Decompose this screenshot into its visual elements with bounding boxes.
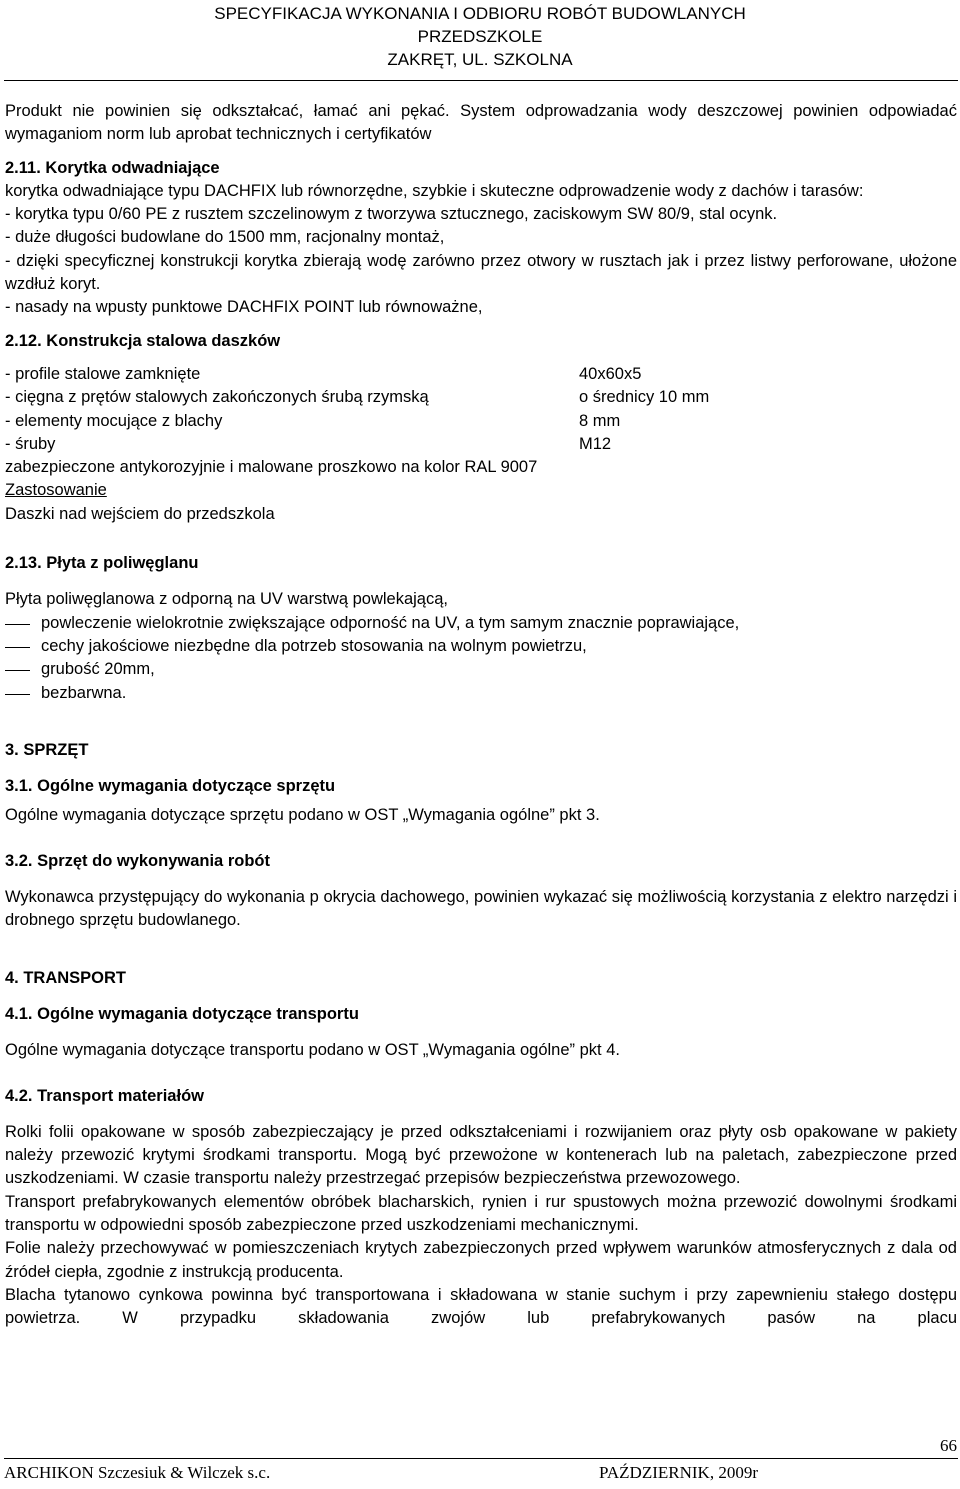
spec-row — [5, 433, 957, 456]
section-4-heading: 4. TRANSPORT — [5, 968, 127, 987]
section-2-11-text: korytka odwadniające typu DACHFIX lub równorzędne, szybkie i skuteczne odprowadzenie wody z dachów i tarasów: — [5, 181, 864, 200]
dash-bullet-icon — [5, 670, 30, 671]
usage-heading: Zastosowanie — [5, 481, 107, 500]
list-item — [5, 635, 957, 658]
list-item — [5, 658, 957, 681]
spec-value: 40x60x5 — [579, 364, 642, 383]
section-4-1-heading: 4.1. Ogólne wymagania dotyczące transportu — [5, 1004, 359, 1023]
section-4-2-paragraph: Blacha tytanowo cynkowa powinna być transportowana i składowana w stanie suchym i przy zapewnieniu stałego dostępu powietrza. W przypadku składowania zwojów lub prefabrykowanych pasów na placu — [5, 1285, 957, 1328]
spec-label: - cięgna z prętów stalowych zakończonych śrubą rzymską — [5, 388, 429, 407]
section-2-11-item: - dzięki specyficznej konstrukcji korytka zbierają wodę zarówno przez otwory w rusztach jak i przez listwy perforowane, ułożone wzdłuż koryt. — [5, 251, 957, 294]
dash-bullet-icon — [5, 624, 30, 625]
section-2-13-lead: Płyta poliwęglanowa z odporną na UV warstwą powlekającą, — [5, 590, 448, 609]
header-line-2: PRZEDSZKOLE — [417, 27, 543, 46]
usage-text: Daszki nad wejściem do przedszkola — [5, 504, 275, 523]
polycarbonate-features — [5, 612, 957, 705]
section-3-1-heading: 3.1. Ogólne wymagania dotyczące sprzętu — [5, 777, 336, 796]
section-3-2-text: Wykonawca przystępujący do wykonania p okrycia dachowego, powinien wykazać się możliwością korzystania z elektro narzędzi i drobnego sprzętu budowlanego. — [5, 888, 957, 930]
section-4-2-paragraph: Transport prefabrykowanych elementów obróbek blacharskich, rynien i rur spustowych można przewozić dowolnymi środkami transportu w odpowiedni sposób zabezpieczone przed uszkodzeniami mechanicznymi. — [5, 1192, 957, 1234]
coating-note: zabezpieczone antykorozyjnie i malowane proszkowo na kolor RAL 9007 — [5, 458, 538, 477]
section-2-11-heading: 2.11. Korytka odwadniające — [5, 158, 220, 177]
section-2-11-item: - nasady na wpusty punktowe DACHFIX POINT lub równoważne, — [5, 298, 483, 317]
section-3-heading: 3. SPRZĘT — [5, 740, 89, 759]
section-4-2-paragraph: Rolki folii opakowane w sposób zabezpieczający je przed odkształceniami i rozwijaniem oraz płyty osb opakowane w pakiety należy przewozić krytymi środkami transportu. Mogą być przewożone w kontenerach lub na paletach, zabezpieczone przed uszkodzeniami. W czasie transportu należy przestrzegać przepisów bezpieczeństwa przewozowego. — [5, 1122, 957, 1188]
list-item-text: cechy jakościowe niezbędne dla potrzeb stosowania na wolnym powietrzu, — [41, 636, 587, 655]
footer-date: PAŹDZIERNIK, 2009r — [599, 1463, 758, 1482]
spec-value: 8 mm — [579, 411, 621, 430]
section-3-1-text: Ogólne wymagania dotyczące sprzętu podano w OST „Wymagania ogólne” pkt 3. — [5, 806, 600, 825]
section-4-2-paragraph: Folie należy przechowywać w pomieszczeniach krytych zabezpieczonych przed wpływem warunków atmosferycznych z dala od źródeł ciepła, zgodnie z instrukcją producenta. — [5, 1239, 957, 1281]
footer-divider — [4, 1458, 958, 1459]
spec-label: - profile stalowe zamknięte — [5, 364, 201, 383]
section-2-11-item: - duże długości budowlane do 1500 mm, racjonalny montaż, — [5, 228, 445, 247]
spec-row — [5, 363, 957, 386]
document-body — [5, 100, 957, 1330]
section-2-11-item: - korytka typu 0/60 PE z rusztem szczelinowym z tworzywa sztucznego, zaciskowym SW 80/9, stal ocynk. — [5, 205, 778, 224]
steel-spec-list — [5, 363, 957, 456]
header-line-3: ZAKRĘT, UL. SZKOLNA — [387, 50, 573, 69]
dash-bullet-icon — [5, 694, 30, 695]
list-item — [5, 612, 957, 635]
section-2-13-heading: 2.13. Płyta z poliwęglanu — [5, 554, 199, 573]
dash-bullet-icon — [5, 647, 30, 648]
footer-company: ARCHIKON Szczesiuk & Wilczek s.c. — [4, 1463, 271, 1482]
section-4-1-text: Ogólne wymagania dotyczące transportu podano w OST „Wymagania ogólne” pkt 4. — [5, 1041, 620, 1060]
spec-row — [5, 410, 957, 433]
spec-label: - elementy mocujące z blachy — [5, 411, 223, 430]
section-2-12-heading: 2.12. Konstrukcja stalowa daszków — [5, 331, 281, 350]
list-item-text: powleczenie wielokrotnie zwiększające odporność na UV, a tym samym znacznie poprawiające, — [41, 613, 740, 632]
list-item — [5, 682, 957, 705]
list-item-text: bezbarwna. — [41, 683, 127, 702]
intro-paragraph: Produkt nie powinien się odkształcać, łamać ani pękać. System odprowadzania wody deszczowej powinien odpowiadać wymaganiom norm lub aprobat technicznych i certyfikatów — [5, 102, 957, 144]
section-3-2-heading: 3.2. Sprzęt do wykonywania robót — [5, 851, 270, 870]
header-divider — [4, 80, 958, 81]
spec-label: - śruby — [5, 434, 56, 453]
spec-row — [5, 386, 957, 409]
spec-value: M12 — [579, 434, 612, 453]
list-item-text: grubość 20mm, — [41, 660, 155, 679]
section-4-2-heading: 4.2. Transport materiałów — [5, 1086, 204, 1105]
spec-value: o średnicy 10 mm — [579, 388, 710, 407]
page-number: 66 — [940, 1436, 957, 1455]
page-header — [0, 2, 960, 71]
header-line-1: SPECYFIKACJA WYKONANIA I ODBIORU ROBÓT BUDOWLANYCH — [214, 4, 746, 23]
